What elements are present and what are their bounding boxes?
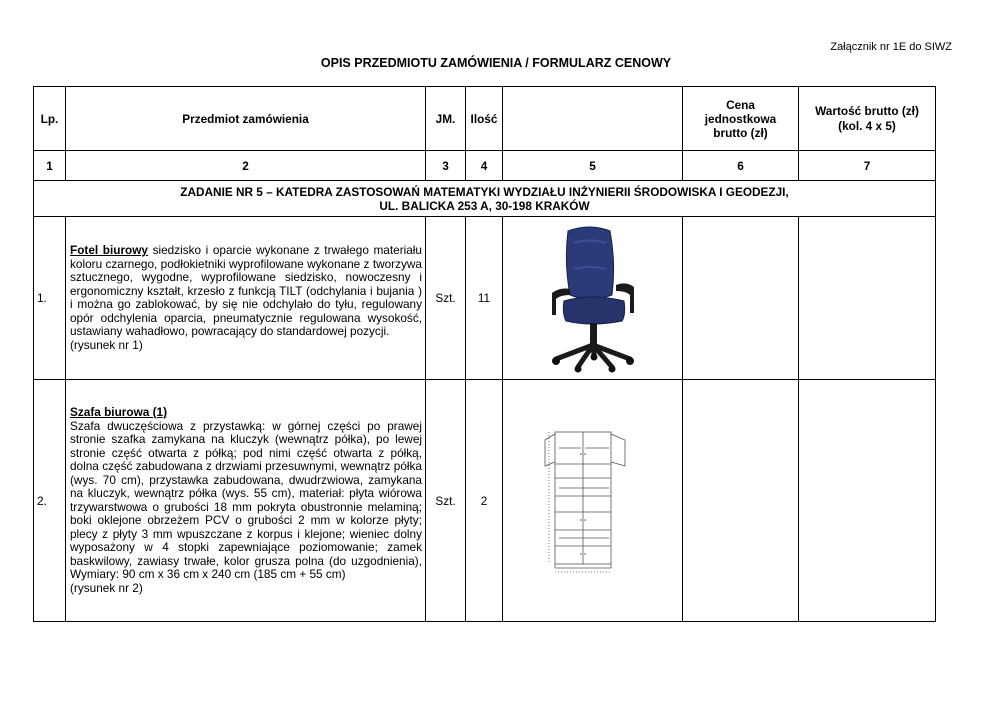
task-line1: ZADANIE NR 5 – KATEDRA ZASTOSOWAŃ MATEMATYKI WYDZIAŁU INŻYNIERII ŚRODOWISKA I GEODEZJI, [180,184,789,199]
header-qty: Ilość [466,87,503,151]
row-description [66,380,426,622]
row-qty: 11 [466,217,503,380]
row-lp: 1. [34,217,66,380]
column-number: 4 [466,151,503,181]
figure-ref: (rysunek nr 2) [70,580,143,595]
header-row [34,87,936,151]
item-description: siedzisko i oparcie wykonane z trwałego materiału koloru czarnego, podłokietniki wyprofilowane wykonane z tworzywa sztucznego, wygodne, wyprofilowane siedzisko, nowoczesny i ergonomiczny kształt, krzesło z funkcją TILT (odchylania i bujania ) i można go zablokować, by się nie odchylało do tyłu, regulowany opór odchylenia oparcia, pneumatycznie regulowana wysokość, ustawiany wahadłowo, powracający do standardowej pozycji. [70,243,422,338]
row-qty: 2 [466,380,503,622]
row-image-cell [503,380,683,622]
row-unit-price[interactable] [683,380,799,622]
office-chair-image [538,223,648,373]
item-description: Szafa dwuczęściowa z przystawką: w górnej części po prawej stronie szafka zamykana na kluczyk (wewnątrz półka), po lewej stronie część otwarta z półką; pod nimi część otwarta z półką, dolna część zabudowana z drzwiami przesuwnymi, wewnątrz półka (wys. 70 cm), przystawka zabudowana, dwudrzwiowa, zamykana na kluczyk, wewnątrz półka (wys. 55 cm), materiał: płyta wiórowa trzywarstwowa o grubości 18 mm pokryta obustronnie melaminą; boki oklejone obrzeżem PCV o grubości 2 mm w kolorze płyty; plecy z płyty 3 mm wpuszczane z korpus i klejone; wieniec dolny wyposażony w 4 stopki zapewniające poziomowanie; zamek baskwilowy, zawiasy trwałe, kolor grusza polna (do uzgodnienia), Wymiary: 90 cm x 36 cm x 240 cm (185 cm + 55 cm) [70,418,422,581]
row-value[interactable] [799,380,936,622]
column-number: 3 [426,151,466,181]
header-value [799,87,936,151]
row-unit-price[interactable] [683,217,799,380]
column-number: 5 [503,151,683,181]
row-unit: Szt. [426,380,466,622]
column-number: 6 [683,151,799,181]
row-unit: Szt. [426,217,466,380]
header-unit-price-line2: jednostkowa [704,111,777,126]
column-number-row [34,151,936,181]
header-col5 [503,87,683,151]
item-name: Szafa biurowa (1) [70,405,168,419]
item-name: Fotel biurowy [70,243,148,257]
header-unit-price [683,87,799,151]
task-heading [34,181,936,217]
task-row [34,181,936,217]
figure-ref: (rysunek nr 1) [70,337,143,352]
task-line2: UL. BALICKA 253 A, 30-198 KRAKÓW [379,198,590,213]
row-value[interactable] [799,217,936,380]
annex-label: Załącznik nr 1E do SIWZ [830,41,952,53]
header-subject: Przedmiot zamówienia [66,87,426,151]
header-value-line1: Wartość brutto (zł) [815,103,919,118]
column-number: 1 [34,151,66,181]
column-number: 2 [66,151,426,181]
price-form-table [33,86,936,622]
row-lp: 2. [34,380,66,622]
cabinet-drawing-image [533,426,653,576]
header-unit-price-line3: brutto (zł) [713,125,768,140]
header-unit: JM. [426,87,466,151]
row-image-cell [503,217,683,380]
document-title: OPIS PRZEDMIOTU ZAMÓWIENIA / FORMULARZ CENOWY [320,56,672,70]
header-lp: Lp. [34,87,66,151]
table-row [34,380,936,622]
column-number: 7 [799,151,936,181]
header-unit-price-line1: Cena [726,97,755,112]
row-description [66,217,426,380]
header-value-line2: (kol. 4 x 5) [838,118,896,133]
table-row [34,217,936,380]
